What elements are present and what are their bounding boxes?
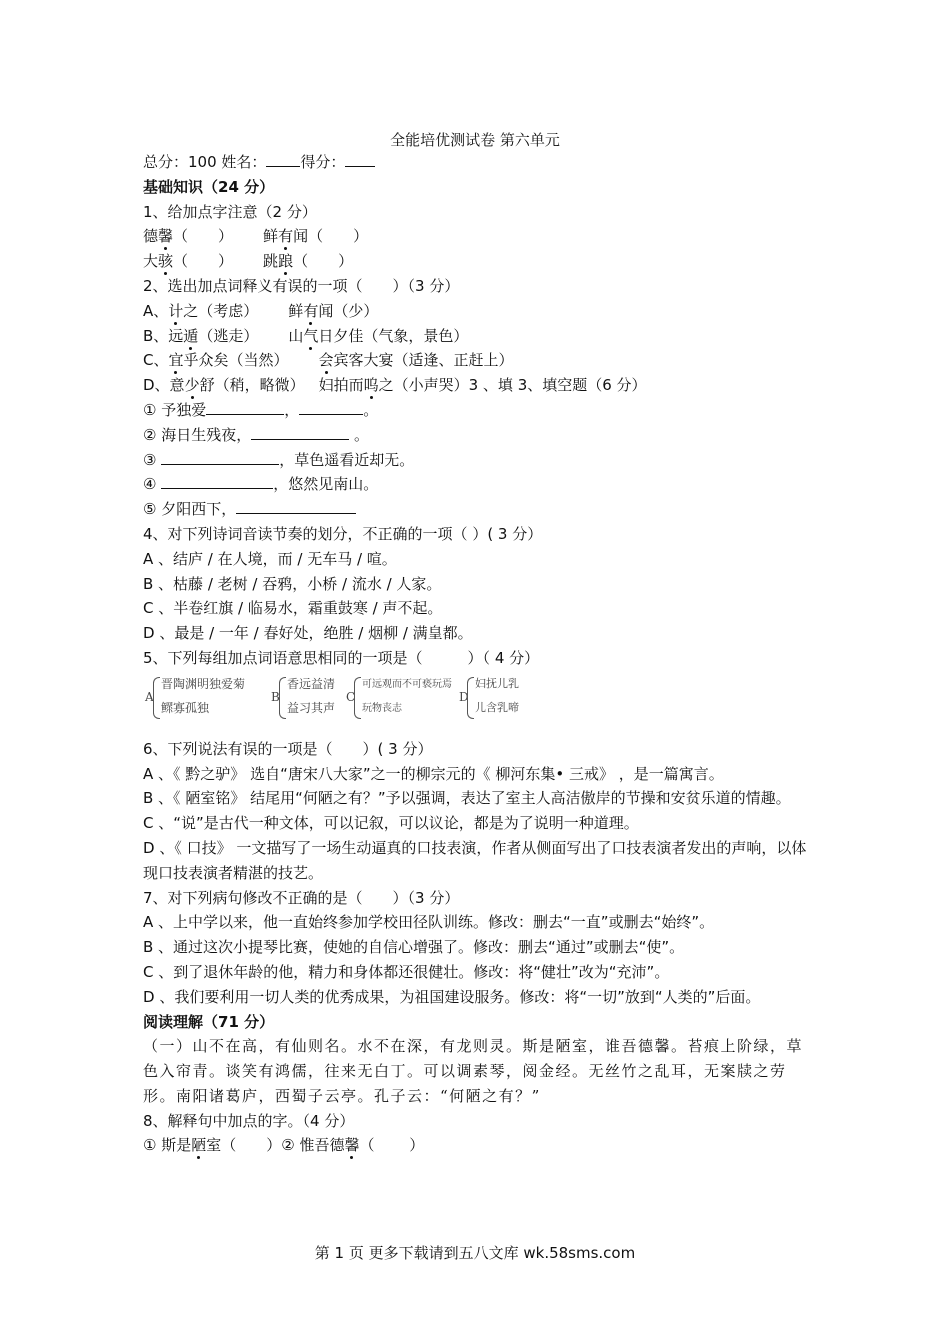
q6-stem: 6、下列说法有误的一项是（ ）( 3 分） [143, 739, 433, 758]
q4-option-b: B 、枯藤 / 老树 / 吞鸦，小桥 / 流水 / 人家。 [143, 574, 442, 593]
q8-stem: 8、解释句中加点的字。（4 分） [143, 1111, 355, 1130]
q2-option-d: D、意少舒（稍，略微） 妇拍而呜之（小声哭）3 、填 3、填空题（6 分） [143, 376, 647, 395]
q2-option-c: C、宜乎众矣（当然） 会宾客大宴（适逢、正赶上） [143, 351, 514, 370]
dotted-char: 宜 [168, 351, 184, 370]
section-reading: 阅读理解（71 分） [143, 1012, 275, 1031]
q1-word: 德 [143, 227, 159, 246]
q5-stem: 5、下列每组加点词语意思相同的一项是（ ）（ 4 分） [143, 648, 540, 667]
header-line [143, 150, 808, 175]
q3-line-3: ③ ，草色遥看近却无。 [143, 450, 415, 469]
q1-answer-paren: （ ） [173, 252, 234, 271]
fill-blank [251, 425, 349, 440]
dotted-char: 计 [168, 301, 184, 320]
q4-option-d: D 、最是 / 一年 / 春好处，绝胜 / 烟柳 / 满皇都。 [143, 624, 473, 643]
reading-passage: （一）山不在高，有仙则名。水不在深，有龙则灵。斯是陋室，谁吾德馨。苔痕上阶绿，草色入帘青。谈笑有鸿儒，往来无白丁。可以调素琴，阅金经。无丝竹之乱耳，无案牍之劳形。南阳诸葛庐，西蜀子云亭。孔子云：“何陋之有？” [143, 1037, 804, 1105]
dotted-char: 呜 [363, 376, 379, 395]
fill-blank [161, 474, 273, 489]
fill-blank [161, 450, 279, 465]
dotted-char: 会 [318, 351, 334, 370]
q1-word: 鲜 [263, 227, 279, 246]
dotted-char: 馨 [344, 1136, 360, 1155]
q4-option-a: A 、结庐 / 在人境，而 / 无车马 / 喧。 [143, 549, 397, 568]
q1-answer-paren: 闻（ ） [293, 227, 369, 246]
dotted-char: 有 [303, 301, 319, 320]
q3-line-4: ④ ，悠然见南山。 [143, 475, 379, 494]
q3-line-5: ⑤ 夕阳西下， [143, 497, 808, 522]
fill-blank [299, 400, 363, 415]
q6-option-b: B 、《 陋室铭》 结尾用“何陋之有？”予以强调，表达了室主人高洁傲岸的节操和安贫乐道的情趣。 [143, 789, 791, 808]
q1-row2 [143, 249, 808, 274]
q1-word: 跳 [263, 252, 279, 271]
q4-stem: 4、对下列诗词音读节奏的划分，不正确的一项（ ）( 3 分） [143, 524, 543, 543]
fill-blank [206, 400, 284, 415]
exam-content [143, 150, 808, 1158]
q1-stem: 1、给加点字注意（2 分） [143, 202, 317, 221]
q7-stem: 7、对下列病句修改不正确的是（ ）（3 分） [143, 888, 460, 907]
score-blank [345, 152, 375, 167]
dotted-char: 气 [303, 326, 319, 345]
q7-option-a: A 、上中学以来，他一直始终参加学校田径队训练。修改：删去“一直”或删去“始终”。 [143, 913, 715, 932]
section-basic: 基础知识（24 分） [143, 177, 275, 196]
q7-option-c: C 、到了退休年龄的他，精力和身体都还很健壮。修改：将“健壮”改为“充沛”。 [143, 962, 670, 981]
q6-option-d: D 、《 口技》 一文描写了一场生动逼真的口技表演，作者从侧面写出了口技表演者发出的声响，以体现口技表演者精湛的技艺。 [143, 838, 807, 882]
dotted-char: 遁 [183, 326, 199, 345]
q2-stem: 2、选出加点词释义有误的一项（ ）（3 分） [143, 276, 460, 295]
dotted-char: 踉 [278, 252, 294, 271]
dotted-char: 馨 [158, 227, 174, 246]
q5-options-image: A 晋陶渊明独爱菊 鳏寡孤独 B 香远益清 益习其声 C 可远观而不可亵玩焉 玩物丧志 D 妇抚儿乳 儿含乳啼 [143, 675, 808, 737]
q3-line-1: ① 予独爱 ， 。 [143, 400, 379, 419]
score-label: 得分： [300, 153, 346, 171]
q4-option-c: C 、半卷红旗 / 临易水，霜重鼓寒 / 声不起。 [143, 599, 443, 618]
q2-option-b: B、远遁（逃走） 山气日夕佳（气象，景色） [143, 326, 469, 345]
page-title: 全能培优测试卷 第六单元 [390, 131, 560, 149]
q7-option-b: B 、通过这次小提琴比赛，使她的自信心增强了。修改：删去“通过”或删去“使”。 [143, 938, 685, 957]
dotted-char: 有 [278, 227, 294, 246]
q1-row1 [143, 224, 808, 249]
q3-line-2: ② 海日生残夜， 。 [143, 425, 370, 444]
page-footer: 第 1 页 更多下载请到五八文库 wk.58sms.com [314, 1244, 636, 1262]
dotted-char: 骇 [158, 252, 174, 271]
dotted-char: 陋 [191, 1136, 207, 1155]
q2-option-a: A、计之（考虑） 鲜有闻（少） [143, 301, 379, 320]
q1-word: 大 [143, 252, 159, 271]
total-label: 总分：100 姓名： [143, 153, 267, 171]
q8-items: ① 斯是陋室（ ）② 惟吾德馨（ ） [143, 1136, 425, 1155]
name-blank [266, 152, 300, 167]
q1-answer-paren: （ ） [173, 227, 234, 246]
dotted-char: 少 [184, 376, 200, 395]
q7-option-d: D 、我们要利用一切人类的优秀成果，为祖国建设服务。修改：将“一切”放到“人类的”后面。 [143, 987, 761, 1006]
q6-option-a: A 、《 黔之驴》 选自“唐宋八大家”之一的柳宗元的《 柳河东集• 三戒》 ，是一篇寓言。 [143, 764, 724, 783]
fill-blank [236, 499, 356, 514]
q1-answer-paren: （ ） [293, 252, 354, 271]
q6-option-c: C 、“说”是古代一种文体，可以记叙，可以议论，都是为了说明一种道理。 [143, 814, 639, 833]
